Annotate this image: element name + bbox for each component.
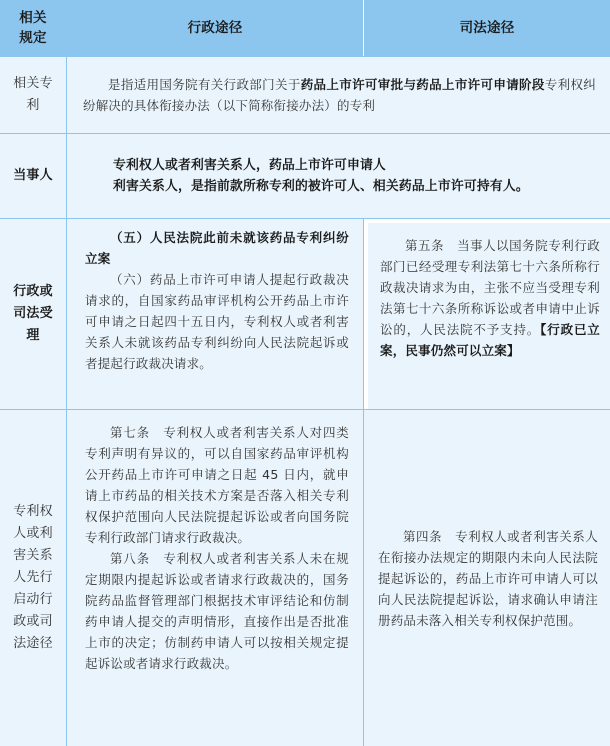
divider-col-2 [363, 219, 364, 746]
acceptance-admin-content [67, 219, 363, 409]
parties-line-2: 利害关系人，是指前款所称专利的被许可人、相关药品上市许可持有人。 [113, 179, 529, 194]
header-judicial-route-text: 司法途径 [459, 19, 515, 36]
label-related-patent [0, 57, 66, 133]
label-related-patent-text: 相关专利 [13, 76, 53, 113]
related-patent-text-bold: 药品上市许可审批与药品上市许可申请阶段 [300, 77, 545, 92]
divider-header-col-2 [363, 0, 364, 56]
label-first-action [0, 410, 66, 746]
parties-content [67, 134, 610, 218]
header-administrative-route-text: 行政途径 [187, 19, 243, 36]
header-related-provisions-text: 相关规定 [19, 10, 47, 46]
label-parties-text: 当事人 [13, 168, 53, 183]
header-judicial-route [364, 0, 610, 56]
label-acceptance-text: 行政或司法受理 [13, 284, 53, 343]
first-action-article-7: 第七条 专利权人或者利害关系人对四类专利声明有异议的，可以自国家药品审评机构公开药品上市许可申请之日起 45 日内，就申请上市药品的相关技术方案是否落入相关专利权保护范围向人民法院提起诉讼或者向国务院专利行政部门请求行政裁决。 [85, 425, 349, 545]
first-action-admin-content [67, 410, 363, 746]
acceptance-judicial-paragraph [380, 235, 600, 361]
related-patent-content [67, 57, 610, 133]
divider-header [0, 56, 610, 57]
related-patent-text-pre: 是指适用国务院有关行政部门关于 [108, 77, 301, 92]
header-related-provisions [0, 0, 66, 56]
label-acceptance [0, 219, 66, 409]
divider-row-1 [0, 133, 610, 134]
divider-col-1 [66, 0, 67, 746]
related-patent-text-post: 专利权纠纷解决的具体衔接办法（以下简称衔接办法）的专利 [83, 77, 596, 113]
related-patent-paragraph [83, 74, 596, 116]
acceptance-judicial-text: 第五条 当事人以国务院专利行政部门已经受理专利法第七十六条所称行政裁决请求为由，主张不应当受理专利法第七十六条所称诉讼或者申请中止诉讼的，人民法院不予支持。 [380, 238, 600, 337]
first-action-article-4: 第四条 专利权人或者利害关系人在衔接办法规定的期限内未向人民法院提起诉讼的，药品上市许可申请人可以向人民法院提起诉讼，请求确认申请注册药品未落入相关专利权保护范围。 [378, 528, 598, 628]
divider-row-3 [0, 409, 610, 410]
parties-line-1: 专利权人或者利害关系人，药品上市许可申请人 [113, 158, 386, 173]
acceptance-judicial-cell [364, 219, 610, 409]
label-first-action-text: 专利权人或利害关系人先行启动行政或司法途径 [13, 504, 53, 651]
header-administrative-route [67, 0, 363, 56]
acceptance-admin-paragraph-6: （六）药品上市许可申请人提起行政裁决请求的，自国家药品审评机构公开药品上市许可申请之日起四十五日内，专利权人或者利害关系人未就该药品专利纠纷向人民法院起诉或者提起行政裁决请求。 [85, 272, 349, 371]
acceptance-judicial-bold: 【行政已立案，民事仍然可以立案】 [380, 322, 600, 358]
first-action-judicial-content [364, 410, 610, 746]
acceptance-admin-paragraph-5: （五）人民法院此前未就该药品专利纠纷立案 [85, 230, 349, 266]
first-action-article-8: 第八条 专利权人或者利害关系人未在规定期限内提起诉讼或者请求行政裁决的，国务院药品监督管理部门根据技术审评结论和仿制药申请人提交的声明情形，直接作出是否批准上市的决定；仿制药申请人可以按相关规定提起诉讼或者请求行政裁决。 [85, 551, 349, 671]
label-parties [0, 134, 66, 218]
acceptance-judicial-content [368, 223, 610, 409]
divider-row-2 [0, 218, 610, 219]
